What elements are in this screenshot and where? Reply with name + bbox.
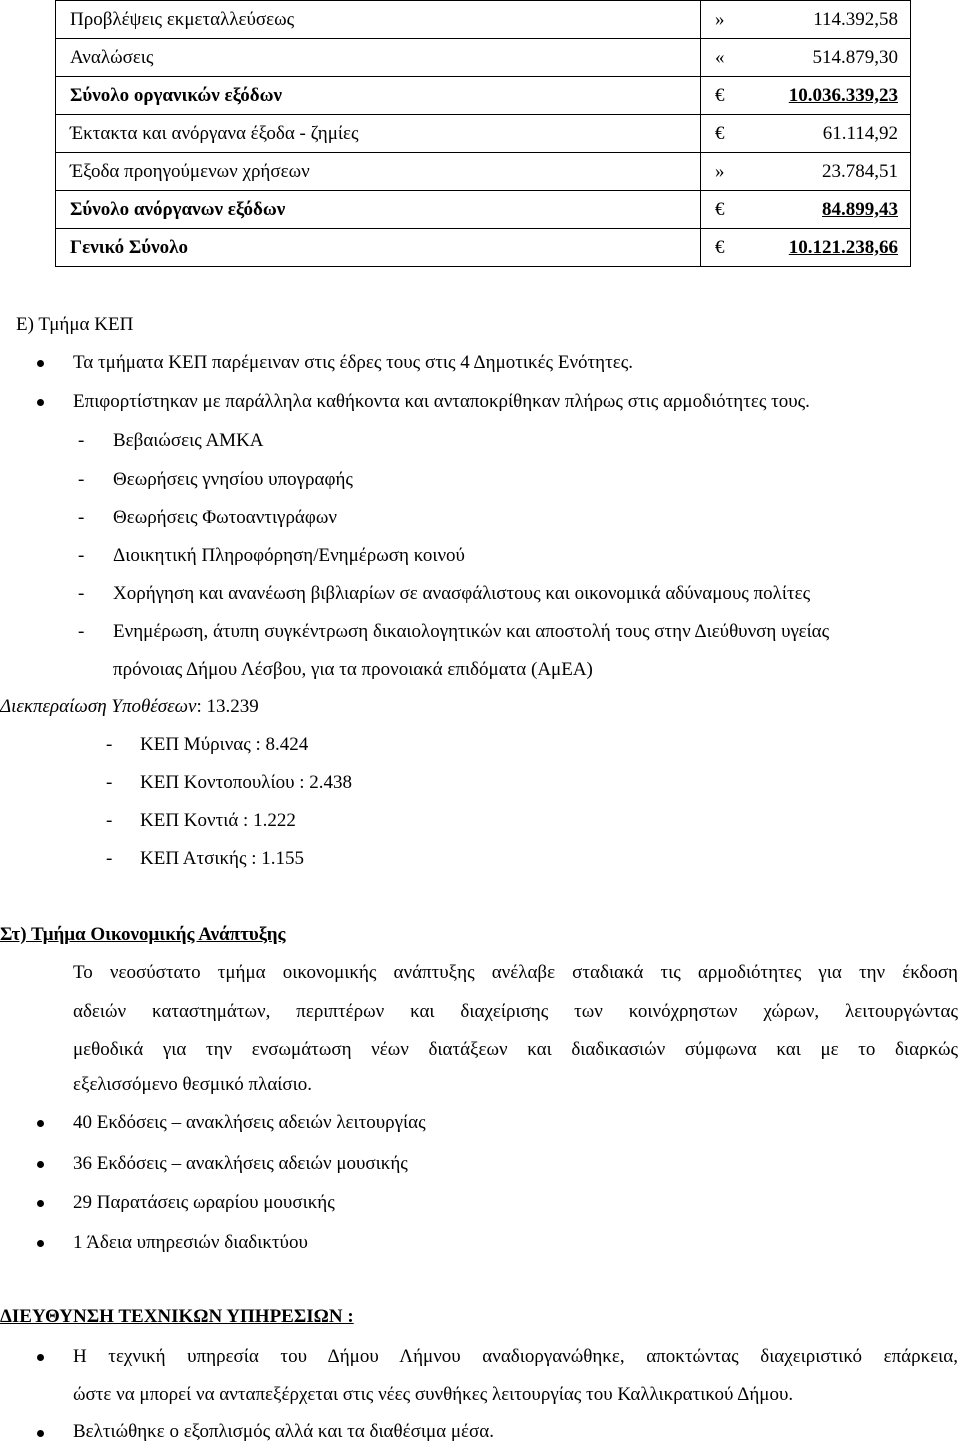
kep-service-item: Βεβαιώσεις ΑΜΚΑ	[113, 430, 264, 451]
row-label: Σύνολο ανόργανων εξόδων	[56, 191, 701, 229]
row-amount: 514.879,30	[812, 46, 898, 68]
table-row	[56, 191, 911, 229]
euro-symbol: €	[715, 198, 725, 220]
economic-bullet: 40 Εκδόσεις – ανακλήσεις αδειών λειτουργίας	[73, 1112, 426, 1133]
dash-icon: -	[106, 772, 113, 793]
dash-icon: -	[106, 734, 113, 755]
kep-service-item-continuation: πρόνοιας Δήμου Λέσβου, για τα προνοιακά επιδόματα (ΑμΕΑ)	[113, 659, 593, 680]
bullet-icon	[37, 1240, 44, 1247]
kep-bullet: Τα τμήματα ΚΕΠ παρέμειναν στις έδρες τους στις 4 Δημοτικές Ενότητες.	[73, 352, 633, 373]
economic-bullet: 29 Παρατάσεις ωραρίου μουσικής	[73, 1192, 335, 1213]
dash-icon: -	[78, 583, 85, 604]
table-row	[56, 77, 911, 115]
table-row	[56, 1, 911, 39]
row-label: Σύνολο οργανικών εξόδων	[56, 77, 701, 115]
table-row	[56, 229, 911, 267]
economic-paragraph-line: μεθοδικά για την ενσωμάτωση νέων διατάξεων και διαδικασιών σύμφωνα και με το διαρκώς	[73, 1039, 958, 1060]
dash-icon: -	[78, 469, 85, 490]
bullet-icon	[37, 360, 44, 367]
processing-value: : 13.239	[196, 696, 259, 717]
dash-icon: -	[78, 621, 85, 642]
finance-table	[55, 0, 911, 267]
processing-total	[0, 696, 259, 718]
bullet-icon	[37, 1161, 44, 1168]
technical-bullet-line: Η τεχνική υπηρεσία του Δήμου Λήμνου αναδιοργανώθηκε, αποκτώντας διαχειριστικό επάρκεια,	[73, 1346, 958, 1367]
row-amount: 10.036.339,23	[788, 84, 898, 106]
row-label: Γενικό Σύνολο	[56, 229, 701, 267]
bullet-icon	[37, 1430, 44, 1437]
row-label: Αναλώσεις	[56, 39, 701, 77]
economic-paragraph-line: αδειών καταστημάτων, περιπτέρων και διαχείρισης των κοινόχρηστων χώρων, λειτουργώντας	[73, 1001, 958, 1022]
kep-service-item: Θεωρήσεις Φωτοαντιγράφων	[113, 507, 337, 528]
kep-office-count: ΚΕΠ Κοντοπουλίου : 2.438	[140, 772, 353, 793]
table-row	[56, 153, 911, 191]
dash-icon: -	[78, 545, 85, 566]
row-amount: 114.392,58	[813, 8, 898, 30]
row-amount: 61.114,92	[822, 122, 898, 144]
kep-service-item: Χορήγηση και ανανέωση βιβλιαρίων σε ανασφάλιστους και οικονομικά αδύναμους πολίτες	[113, 583, 811, 604]
bullet-icon	[37, 399, 44, 406]
kep-service-item: Ενημέρωση, άτυπη συγκέντρωση δικαιολογητικών και αποστολή τους στην Διεύθυνση υγείας	[113, 621, 830, 642]
technical-bullet: Βελτιώθηκε ο εξοπλισμός αλλά και τα διαθέσιμα μέσα.	[73, 1421, 494, 1442]
economic-heading: Στ) Τμήμα Οικονομικής Ανάπτυξης	[0, 924, 286, 945]
row-amount: 84.899,43	[822, 198, 898, 220]
kep-office-count: ΚΕΠ Μύρινας : 8.424	[140, 734, 309, 755]
economic-bullet: 1 Άδεια υπηρεσιών διαδικτύου	[73, 1232, 308, 1253]
bullet-icon	[37, 1120, 44, 1127]
kep-service-item: Θεωρήσεις γνησίου υπογραφής	[113, 469, 353, 490]
row-amount: 23.784,51	[822, 160, 898, 182]
processing-label: Διεκπεραίωση Υποθέσεων	[0, 696, 197, 717]
kep-heading: Ε) Τμήμα ΚΕΠ	[16, 314, 134, 335]
row-marker: »	[715, 160, 725, 182]
euro-symbol: €	[715, 84, 725, 106]
row-marker: «	[715, 46, 725, 68]
euro-symbol: €	[715, 236, 725, 258]
euro-symbol: €	[715, 122, 725, 144]
table-row	[56, 39, 911, 77]
economic-bullet: 36 Εκδόσεις – ανακλήσεις αδειών μουσικής	[73, 1153, 408, 1174]
dash-icon: -	[106, 848, 113, 869]
row-label: Έκτακτα και ανόργανα έξοδα - ζημίες	[56, 115, 701, 153]
economic-paragraph-line: Το νεοσύστατο τμήμα οικονομικής ανάπτυξης ανέλαβε σταδιακά τις αρμοδιότητες για την έκδοση	[73, 962, 958, 983]
kep-bullet: Επιφορτίστηκαν με παράλληλα καθήκοντα και ανταποκρίθηκαν πλήρως στις αρμοδιότητες τους.	[73, 391, 810, 412]
row-label: Έξοδα προηγούμενων χρήσεων	[56, 153, 701, 191]
row-label: Προβλέψεις εκμεταλλεύσεως	[56, 1, 701, 39]
bullet-icon	[37, 1354, 44, 1361]
kep-office-count: ΚΕΠ Κοντιά : 1.222	[140, 810, 296, 831]
row-amount: 10.121.238,66	[788, 236, 898, 258]
kep-service-item: Διοικητική Πληροφόρηση/Ενημέρωση κοινού	[113, 545, 465, 566]
technical-bullet-line: ώστε να μπορεί να ανταπεξέρχεται στις νέες συνθήκες λειτουργίας του Καλλικρατικού Δήμου.	[73, 1384, 794, 1405]
bullet-icon	[37, 1200, 44, 1207]
economic-paragraph-line: εξελισσόμενο θεσμικό πλαίσιο.	[73, 1074, 313, 1095]
dash-icon: -	[78, 430, 85, 451]
dash-icon: -	[78, 507, 85, 528]
row-marker: »	[715, 8, 725, 30]
technical-heading: ΔΙΕΥΘΥΝΣΗ ΤΕΧΝΙΚΩΝ ΥΠΗΡΕΣΙΩΝ :	[0, 1306, 354, 1327]
kep-office-count: ΚΕΠ Ατσικής : 1.155	[140, 848, 305, 869]
table-row	[56, 115, 911, 153]
dash-icon: -	[106, 810, 113, 831]
